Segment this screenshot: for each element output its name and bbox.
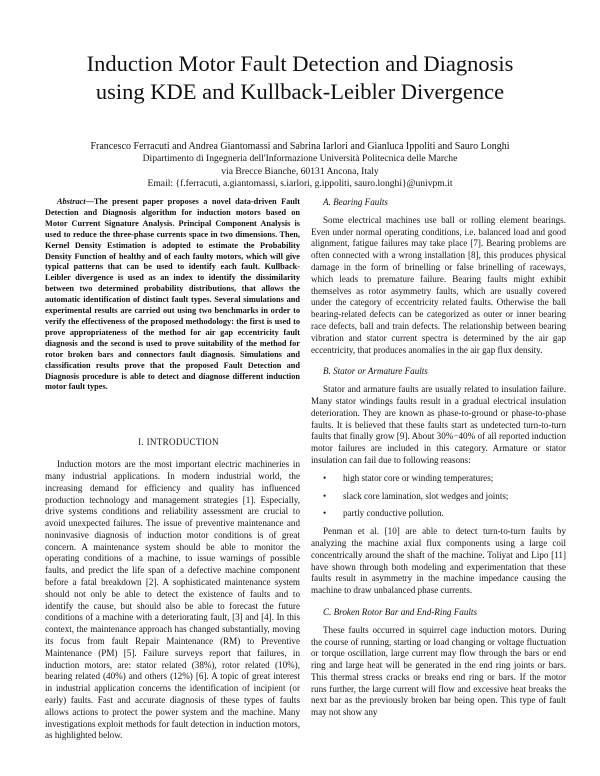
bullet-icon: • xyxy=(323,508,327,519)
stator-fault-reasons-list xyxy=(311,473,566,520)
subsection-heading-stator-faults: B. Stator or Armature Faults xyxy=(323,366,428,377)
broken-rotor-bar-paragraph: These faults occurred in squirrel cage induction motors. During the course of running, starting or load changing or voltage fluctuation or torque oscillation, large current may flow through the bars or end ring and large heat will be generated in the end ring joints or bars. This thermal stress cracks or breaks end ring or bars. If the motor runs further, the large current will flow and excessive heat breaks the next bar as the previously broken bar being open. This type of fault may not show any xyxy=(311,624,566,718)
affiliation-email: Email: {f.ferracuti, a.giantomassi, s.iarlori, g.ippoliti, sauro.longhi}@univpm.it xyxy=(147,178,453,189)
turn-to-turn-paragraph: Penman et al. [10] are able to detect turn-to-turn faults by analyzing the machine axial flux components using a large coil concentrically around the shaft of the machine. Toliyat and Lipo [11] have shown through both modeling and experimentation that these faults result in asymmetry in the machine impedance causing the machine to draw unbalanced phase currents. xyxy=(311,526,566,596)
bearing-faults-paragraph: Some electrical machines use ball or rolling element bearings. Even under normal operating conditions, i.e. balanced load and good alignment, fatigue failures may take place [7]. Bearing problems are often connected with a wrong installation [8], this produces physical damage in the form of brinelling or false brinelling of raceways, which leads to premature failure. Bearing faults might exhibit themselves as rotor asymmetry faults, which are usually covered under the category of eccentricity related faults. Otherwise the ball bearing-related defects can be categorized as outer or inner bearing race defects, ball and train defects. The relationship between bearing vibration and stator current spectra is determined by the air gap eccentricity, that produces anomalies in the air gap flux density. xyxy=(311,214,566,355)
stator-faults-paragraph: Stator and armature faults are usually related to insulation failure. Many stator windings faults result in a gradual electrical insulation deterioration. They are known as phase-to-ground or phase-to-phase faults. It is believed that these faults start as undetected turn-to-turn faults that finally grow [9]. About 30%−40% of all reported induction motor failures are included in this category. Armature or stator insulation can fail due to following reasons: xyxy=(311,384,566,465)
paper-title xyxy=(40,50,560,106)
affiliation xyxy=(40,153,560,191)
author-list: Francesco Ferracuti and Andrea Giantomassi and Sabrina Iarlori and Gianluca Ippoliti and Sauro Longhi xyxy=(90,141,510,152)
right-column xyxy=(311,197,566,719)
affiliation-line-2: via Brecce Bianche, 60131 Ancona, Italy xyxy=(221,165,379,177)
introduction-paragraph: Induction motors are the most important electric machineries in many industrial applications. In modern industrial world, the increasing demand for efficiency and quality has influenced production technology and management strategies [1]. Especially, drive systems conditions and reliability assessment are crucial to avoid unexpected failures. The issue of preventive maintenance and noninvasive diagnosis of induction motor conditions is of great concern. A maintenance system should be able to monitor the operating conditions of a machine, to issue warnings of possible faults, and predict the life span of a defective machine component before a fatal breakdown [2]. A sophisticated maintenance system should not only be able to detect the existence of faults and to identify the cause, but should also be able to forecast the future conditions of a machine with a deteriorating fault, [3] and [4]. In this context, the maintenance approach has changed substantially, moving its focus from fault Repair Maintenance (RM) to Preventive Maintenance (PM) [5]. Failure surveys report that failures, in induction motors, are: stator related (38%), rotor related (10%), bearing related (40%) and others (12%) [6]. A topic of great interest in industrial application concerns the identification of incipient (or early) faults. Fast and accurate diagnosis of these types of faults allows actions to protect the power system and the machine. Many investigations exploit methods for fault detection in induction motors, as highlighted below. xyxy=(45,459,300,741)
section-heading-introduction: I. INTRODUCTION xyxy=(138,437,219,448)
list-item: • partly conductive pollution. xyxy=(323,508,444,519)
bullet-icon: • xyxy=(323,490,327,501)
abstract-label: Abstract xyxy=(57,197,86,206)
bullet-icon: • xyxy=(323,472,327,483)
list-item: • slack core lamination, slot wedges and joints; xyxy=(323,490,509,501)
affiliation-line-1: Dipartimento di Ingegneria dell'Informazione Università Politecnica delle Marche xyxy=(142,153,458,164)
subsection-heading-broken-rotor-bar: C. Broken Rotor Bar and End-Ring Faults xyxy=(323,606,477,617)
title-line-1: Induction Motor Fault Detection and Diagnosis xyxy=(86,51,514,76)
abstract xyxy=(45,197,300,393)
abstract-text: —The present paper proposes a novel data-driven Fault Detection and Diagnosis algorithm for induction motors based on Motor Current Signature Analysis. Principal Component Analysis is used to reduce the three-phase currents space in two dimensions. Then, Kernel Density Estimation is adopted to estimate the Probability Density Function of healthy and of each faulty motors, which will give typical patterns that can be used to identify each fault. Kullback-Leibler divergence is used as an index to identify the dissimilarity between two determined probability distributions, that allows the automatic identification of distinct fault types. Several simulations and experimental results are carried out using two benchmarks in order to verify the effectiveness of the proposed methodology: the first is used to prove appropriateness of the method for air gap eccentricity fault diagnosis and the second is used to prove suitability of the method for rotor broken bars and connectors fault diagnosis. Simulations and classification results prove that the proposed Fault Detection and Diagnosis procedure is able to detect and diagnose different induction motor fault types. xyxy=(45,197,300,392)
list-item: • high stator core or winding temperatures; xyxy=(323,472,494,483)
title-line-2: using KDE and Kullback-Leibler Divergence xyxy=(95,79,505,104)
left-column xyxy=(45,197,300,742)
subsection-heading-bearing-faults: A. Bearing Faults xyxy=(323,197,388,207)
